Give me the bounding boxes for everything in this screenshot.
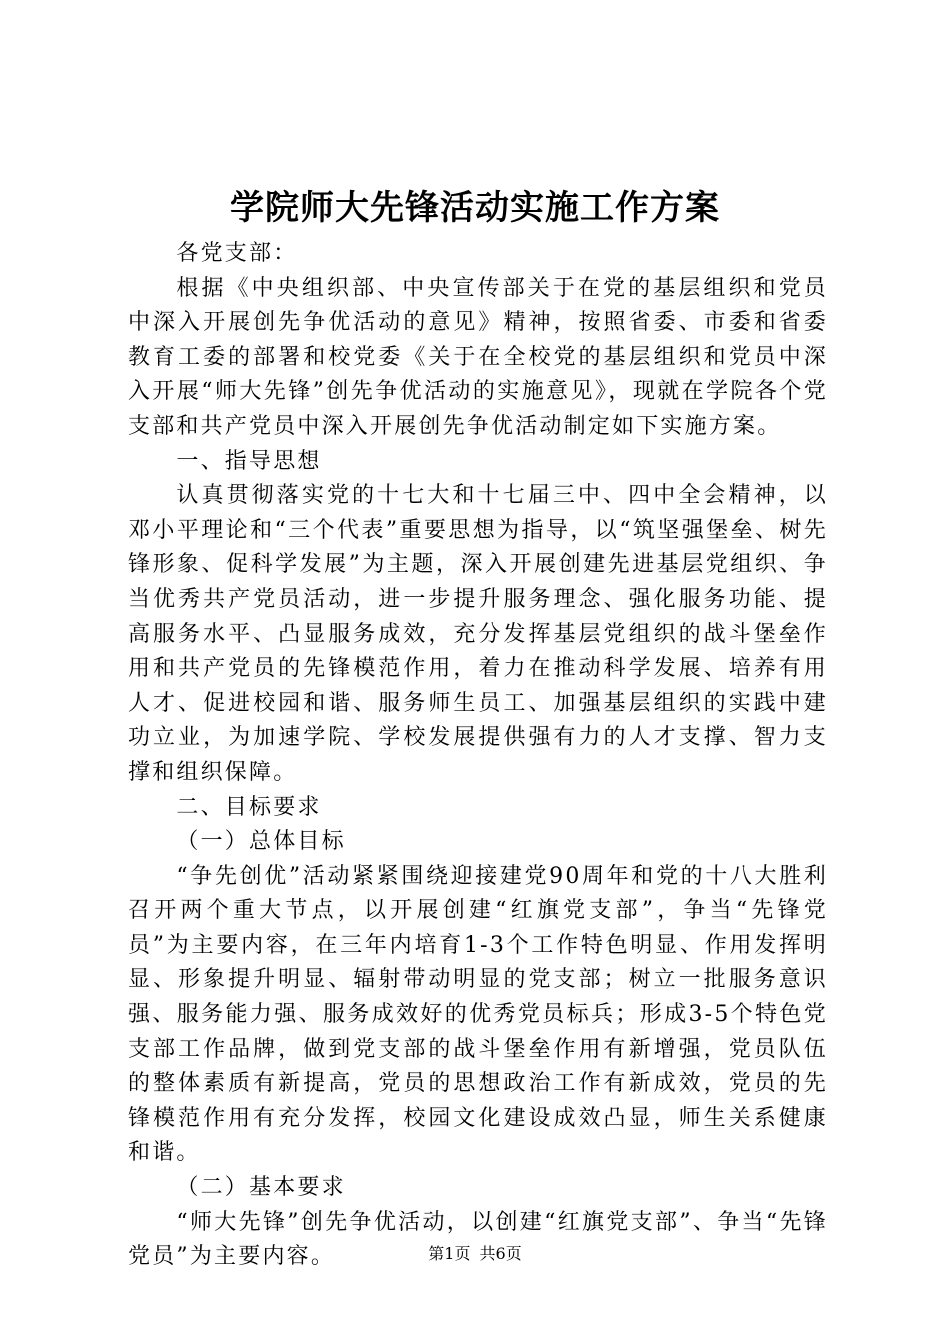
subheading-basic-requirements: （二）基本要求 <box>176 1175 346 1201</box>
intro-paragraph: 根据《中央组织部、中央宣传部关于在党的基层组织和党员中深入开展创先争优活动的意见》精神，按照省委、市委和省委教育工委的部署和校党委《关于在全校党的基层组织和党员中深入开展“师大先锋”创先争优活动的实施意见》，现就在学院各个党支部和共产党员中深入开展创先争优活动制定如下实施方案。 <box>128 275 828 439</box>
guiding-ideology-paragraph: 认真贯彻落实党的十七大和十七届三中、四中全会精神，以邓小平理论和“三个代表”重要思想为指导，以“筑坚强堡垒、树先锋形象、促科学发展”为主题，深入开展创建先进基层党组织、争当优秀共产党员活动，进一步提升服务理念、强化服务功能、提高服务水平、凸显服务成效，充分发挥基层党组织的战斗堡垒作用和共产党员的先锋模范作用，着力在推动科学发展、培养有用人才、促进校园和谐、服务师生员工、加强基层组织的实践中建功立业，为加速学院、学校发展提供强有力的人才支撑、智力支撑和组织保障。 <box>128 483 828 785</box>
page-total: 共6页 <box>479 1244 522 1263</box>
salutation: 各党支部： <box>176 241 298 266</box>
page-footer <box>0 1242 950 1266</box>
page-number: 第1页 <box>428 1244 471 1263</box>
section-heading-guiding-ideology: 一、指导思想 <box>176 448 322 474</box>
document-title: 学院师大先锋活动实施工作方案 <box>230 188 720 228</box>
section-heading-goals: 二、目标要求 <box>176 794 322 820</box>
subheading-overall-goal: （一）总体目标 <box>176 829 346 855</box>
basic-requirements-paragraph: “师大先锋”创先争优活动，以创建“红旗党支部”、争当“先锋党员”为主要内容。 <box>128 1209 828 1270</box>
overall-goal-paragraph: “争先创优”活动紧紧围绕迎接建党90周年和党的十八大胜利召开两个重大节点，以开展创建“红旗党支部”，争当“先锋党员”为主要内容，在三年内培育1-3个工作特色明显、作用发挥明显、形象提升明显、辐射带动明显的党支部；树立一批服务意识强、服务能力强、服务成效好的优秀党员标兵；形成3-5个特色党支部工作品牌，做到党支部的战斗堡垒作用有新增强，党员队伍的整体素质有新提高，党员的思想政治工作有新成效，党员的先锋模范作用有充分发挥，校园文化建设成效凸显，师生关系健康和谐。 <box>128 863 828 1166</box>
document-body <box>128 237 828 1275</box>
